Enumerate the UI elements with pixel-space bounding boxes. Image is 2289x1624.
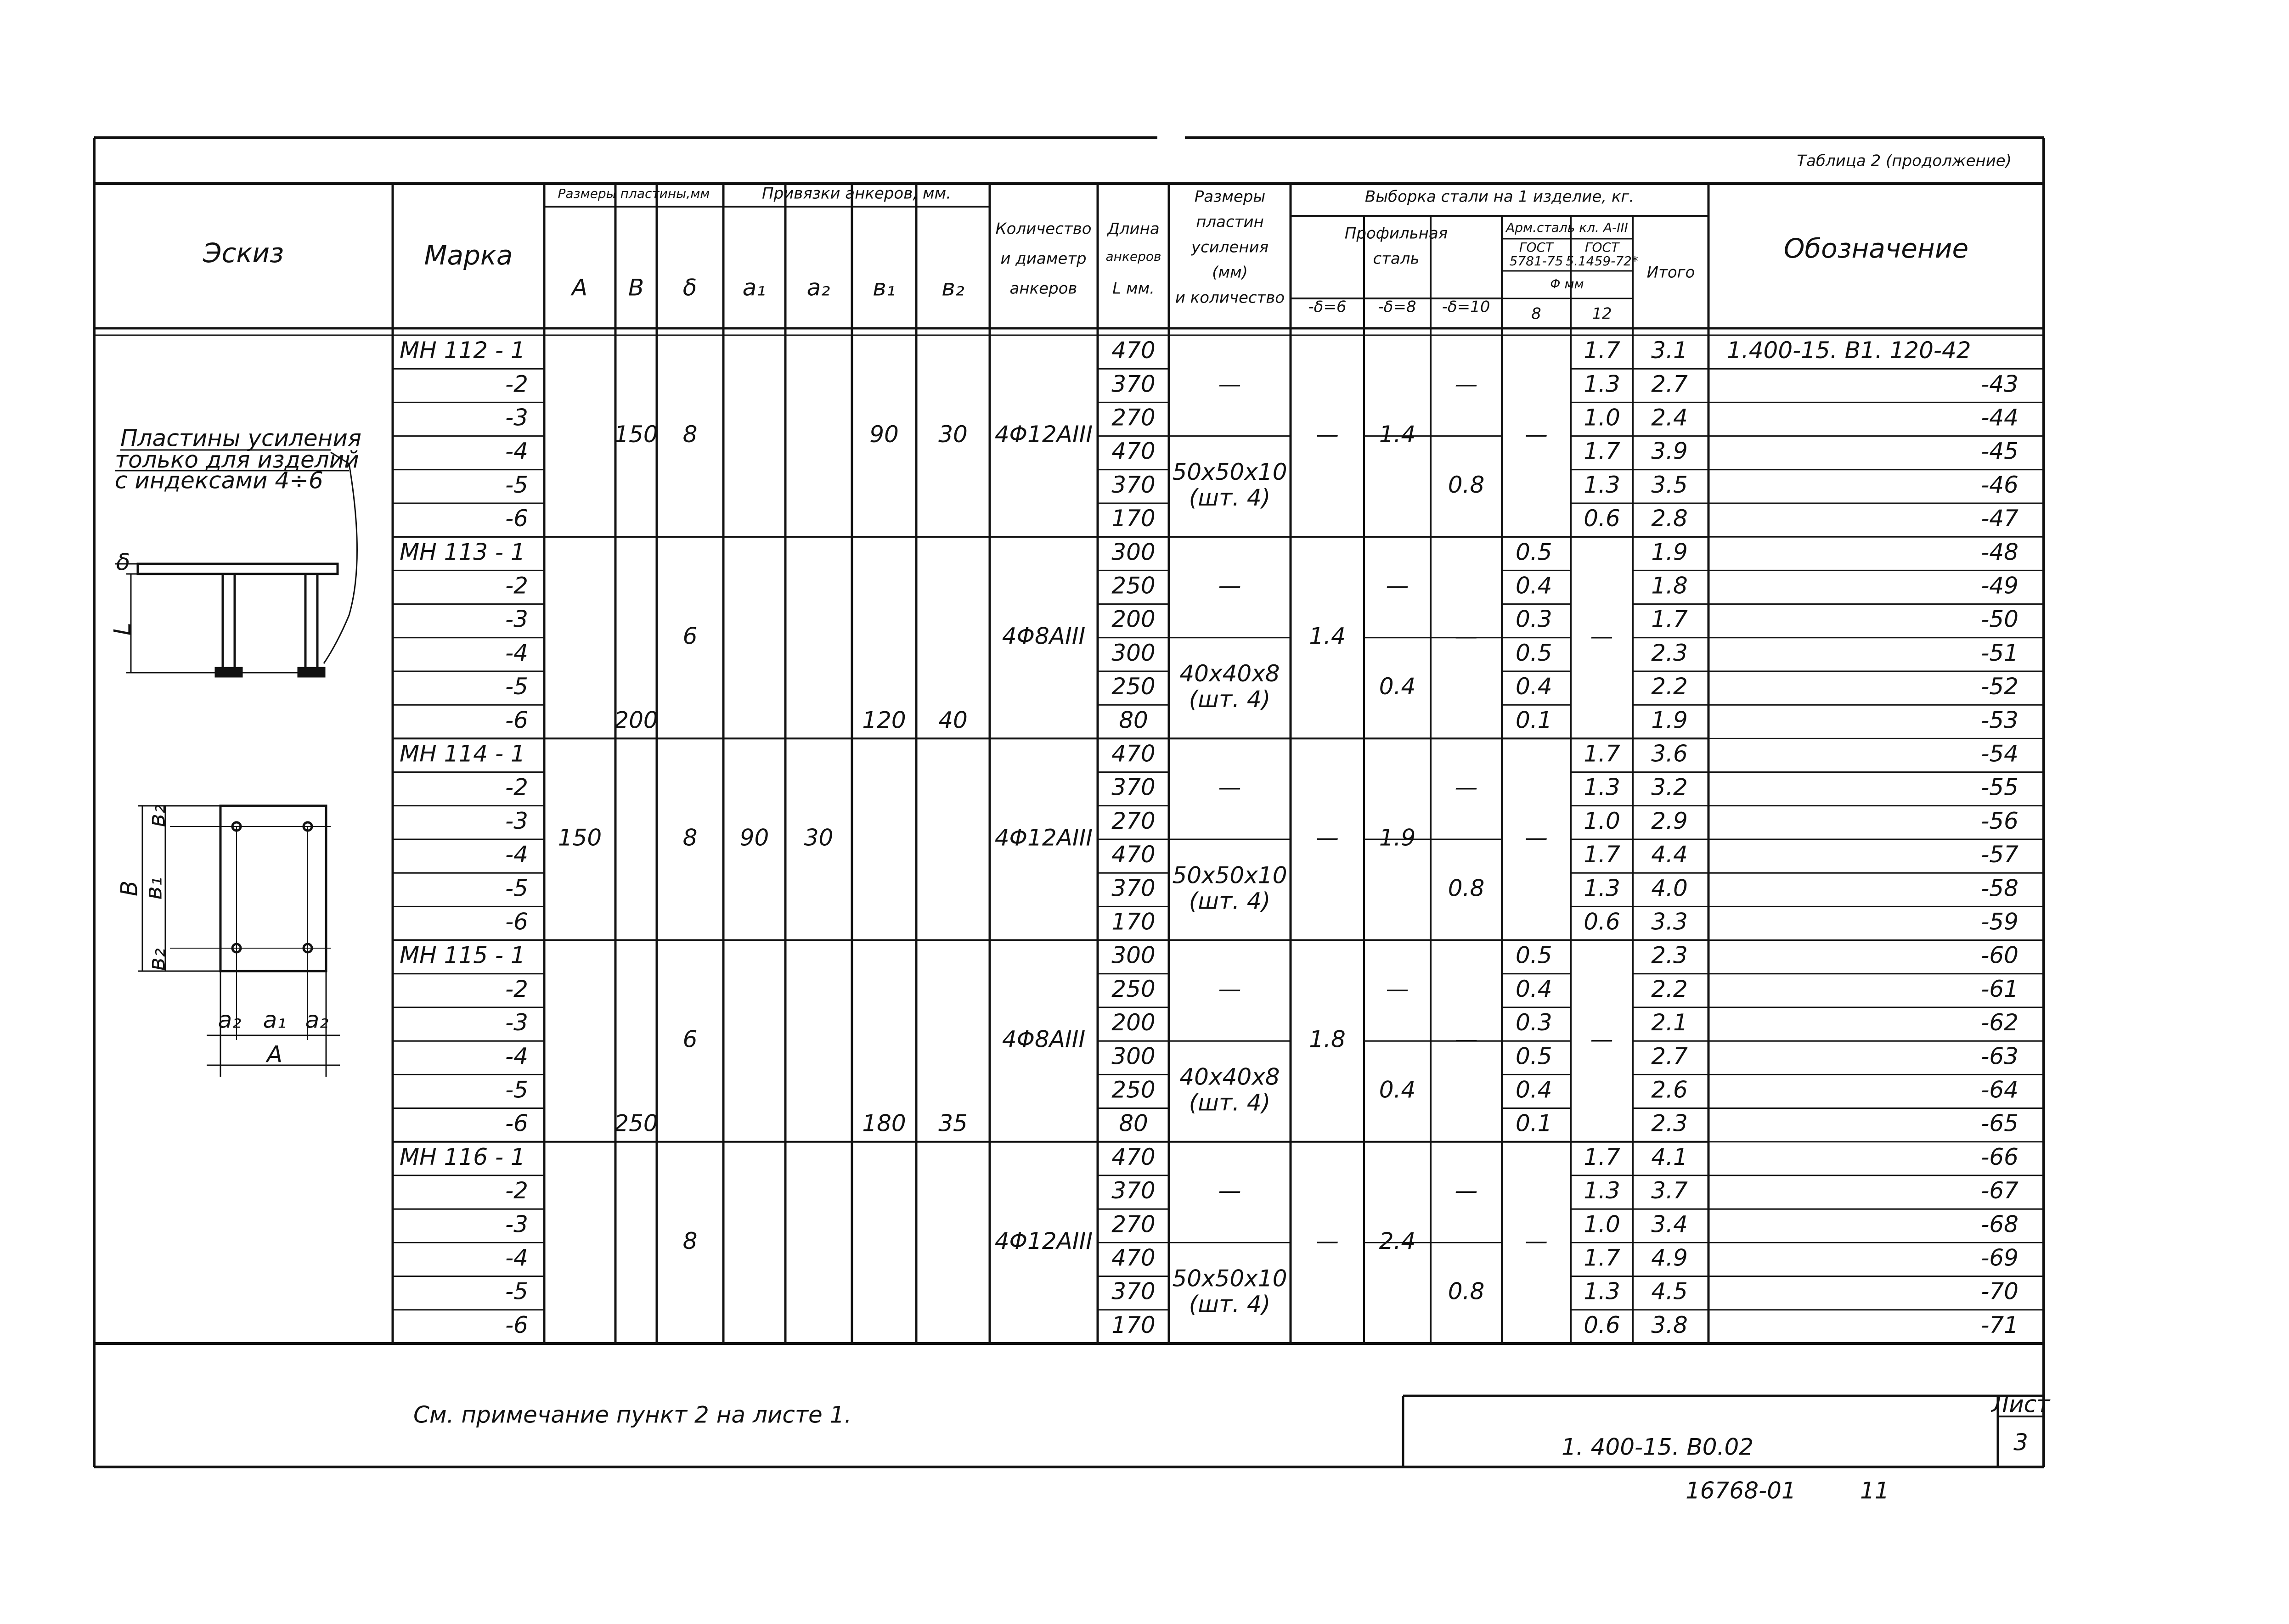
merged-b2: 30 <box>938 421 968 448</box>
header-plate-sizes: Размеры пластины,мм <box>558 186 710 201</box>
designation-cell: -63 <box>1981 1043 2018 1070</box>
d6-cell: 1.8 <box>1309 1026 1346 1053</box>
reinf-size: 50х50х10 <box>1172 458 1287 485</box>
header-mark: Марка <box>424 240 513 271</box>
length-cell: 300 <box>1111 942 1156 969</box>
length-cell: 250 <box>1111 572 1156 599</box>
length-cell: 270 <box>1111 1211 1156 1238</box>
anchor-rod-side-view <box>223 574 235 668</box>
length-cell: 370 <box>1111 774 1156 801</box>
phi12-cell: 0.6 <box>1584 908 1620 935</box>
header-total: Итого <box>1646 263 1695 282</box>
designation-cell: -54 <box>1981 740 2018 767</box>
phi12-dash: — <box>1590 623 1613 650</box>
phi12-cell: 1.7 <box>1584 1143 1620 1170</box>
designation-cell: -62 <box>1981 1009 2018 1036</box>
total-cell: 2.4 <box>1651 404 1688 431</box>
designation-cell: -56 <box>1981 807 2018 834</box>
designation-cell: -50 <box>1981 606 2018 633</box>
merged-qty: 4Φ8AIII <box>1002 1026 1086 1053</box>
header-b2: в₂ <box>942 274 964 301</box>
anchor-pad-side-view <box>299 668 324 676</box>
header-reinf-line: пластин <box>1196 213 1264 231</box>
d10-dash: — <box>1455 623 1478 650</box>
designation-cell: -51 <box>1981 639 2018 666</box>
designation-cell: -43 <box>1981 371 2018 398</box>
mark-cell: МН 116 - 1 <box>400 1143 525 1170</box>
d8-cell: 0.4 <box>1379 673 1416 700</box>
mark-cell: МН 113 - 1 <box>400 539 525 566</box>
designation-cell: -48 <box>1981 539 2018 566</box>
merged-b1: 120 <box>862 707 906 734</box>
mark-cell: МН 114 - 1 <box>400 740 525 767</box>
length-cell: 250 <box>1111 975 1156 1002</box>
total-cell: 1.7 <box>1651 606 1688 633</box>
mark-cell: -6 <box>505 707 528 734</box>
merged-delta: 8 <box>682 1227 698 1254</box>
dim-label-b2: в₂ <box>143 948 170 971</box>
header-delta: δ <box>682 274 697 301</box>
header-reinf-line: (мм) <box>1212 263 1248 282</box>
designation-cell: -46 <box>1981 471 2018 498</box>
reinf-size: 50х50х10 <box>1172 1265 1287 1292</box>
merged-B: 250 <box>614 1110 658 1137</box>
length-cell: 470 <box>1111 1244 1156 1271</box>
length-cell: 470 <box>1111 438 1156 465</box>
phi8-cell: 0.1 <box>1516 1110 1552 1137</box>
phi12-cell: 1.3 <box>1584 1177 1620 1204</box>
mark-cell: -2 <box>505 371 528 398</box>
length-cell: 270 <box>1111 807 1156 834</box>
reinf-dash: — <box>1218 774 1241 801</box>
phi8-cell: 0.4 <box>1516 673 1552 700</box>
d8-cell: 0.4 <box>1379 1076 1416 1103</box>
d8-cell: 2.4 <box>1379 1227 1416 1254</box>
reinf-qty: (шт. 4) <box>1189 686 1271 713</box>
mark-cell: -3 <box>505 606 528 633</box>
total-cell: 4.0 <box>1651 875 1688 902</box>
footer-note: См. примечание пункт 2 на листе 1. <box>413 1401 852 1428</box>
header-phi8: 8 <box>1531 304 1541 323</box>
phi8-cell: 0.3 <box>1516 1009 1552 1036</box>
phi12-cell: 1.3 <box>1584 774 1620 801</box>
reinf-size: 50х50х10 <box>1172 862 1287 889</box>
merged-A: 150 <box>558 824 602 851</box>
designation-cell: -52 <box>1981 673 2018 700</box>
table-caption: Таблица 2 (продолжение) <box>1797 152 2012 170</box>
reinf-dash: — <box>1218 572 1241 599</box>
mark-cell: -5 <box>505 1278 528 1305</box>
d8-dash: — <box>1386 572 1409 599</box>
reinf-qty: (шт. 4) <box>1189 888 1271 915</box>
mark-cell: -6 <box>505 1311 528 1338</box>
phi12-cell: 1.3 <box>1584 371 1620 398</box>
length-cell: 200 <box>1111 606 1156 633</box>
mark-cell: -4 <box>505 841 528 868</box>
length-cell: 170 <box>1111 1311 1156 1338</box>
designation-cell: -59 <box>1981 908 2018 935</box>
length-cell: 300 <box>1111 639 1156 666</box>
header-length-line: L мм. <box>1112 279 1155 298</box>
header-phi: Φ мм <box>1550 276 1584 292</box>
reinf-dash: — <box>1218 371 1241 398</box>
phi8-cell: 0.4 <box>1516 572 1552 599</box>
length-cell: 370 <box>1111 1177 1156 1204</box>
total-cell: 3.5 <box>1651 471 1688 498</box>
mark-cell: -4 <box>505 438 528 465</box>
total-cell: 2.8 <box>1651 505 1688 532</box>
mark-cell: -6 <box>505 1110 528 1137</box>
header-A: А <box>571 274 588 301</box>
designation-cell: -64 <box>1981 1076 2018 1103</box>
d6-cell: — <box>1316 824 1339 851</box>
dim-label-a2: a₂ <box>305 1006 329 1034</box>
header-b1: в₁ <box>873 274 896 301</box>
sheet-number: 3 <box>2013 1429 2028 1456</box>
reinf-qty: (шт. 4) <box>1189 1089 1271 1116</box>
length-cell: 80 <box>1119 707 1148 734</box>
dim-label-B: В <box>116 880 143 897</box>
header-length-line: анкеров <box>1105 249 1161 264</box>
length-cell: 200 <box>1111 1009 1156 1036</box>
designation-cell: -45 <box>1981 438 2018 465</box>
designation-cell: -61 <box>1981 975 2018 1002</box>
length-cell: 370 <box>1111 471 1156 498</box>
archive-stamp: 11 <box>1860 1477 1889 1504</box>
designation-cell: 1.400-15. В1. 120-42 <box>1727 337 1971 364</box>
header-d6: -δ=6 <box>1308 298 1347 316</box>
mark-cell: -4 <box>505 1244 528 1271</box>
reinf-qty: (шт. 4) <box>1189 484 1271 511</box>
total-cell: 2.7 <box>1651 1043 1688 1070</box>
merged-b2: 40 <box>938 707 968 734</box>
header-anchor-bindings: Привязки анкеров, мм. <box>762 184 951 203</box>
reinf-dash: — <box>1218 1177 1241 1204</box>
mark-cell: -2 <box>505 774 528 801</box>
length-cell: 370 <box>1111 875 1156 902</box>
mark-cell: -3 <box>505 404 528 431</box>
total-cell: 1.9 <box>1651 539 1688 566</box>
merged-a1: 90 <box>739 824 769 851</box>
reinf-qty: (шт. 4) <box>1189 1291 1271 1318</box>
total-cell: 4.1 <box>1651 1143 1688 1170</box>
mark-cell: -6 <box>505 505 528 532</box>
phi12-cell: 1.7 <box>1584 841 1620 868</box>
total-cell: 2.1 <box>1651 1009 1688 1036</box>
merged-delta: 8 <box>682 824 698 851</box>
merged-qty: 4Φ12AIII <box>994 824 1093 851</box>
merged-delta: 8 <box>682 421 698 448</box>
length-cell: 370 <box>1111 371 1156 398</box>
phi8-cell: 0.3 <box>1516 606 1552 633</box>
length-cell: 370 <box>1111 1278 1156 1305</box>
designation-cell: -65 <box>1981 1110 2018 1137</box>
dim-label-b2: в₂ <box>143 804 170 827</box>
designation-cell: -60 <box>1981 942 2018 969</box>
designation-cell: -66 <box>1981 1143 2018 1170</box>
reinf-size: 40х40х8 <box>1179 660 1280 687</box>
merged-qty: 4Φ12AIII <box>994 421 1093 448</box>
mark-cell: -5 <box>505 1076 528 1103</box>
merged-qty: 4Φ12AIII <box>994 1227 1093 1254</box>
designation-cell: -53 <box>1981 707 2018 734</box>
phi8-dash: — <box>1525 421 1548 448</box>
phi8-cell: 0.5 <box>1516 942 1552 969</box>
total-cell: 2.7 <box>1651 371 1688 398</box>
designation-cell: -68 <box>1981 1211 2018 1238</box>
merged-a2: 30 <box>804 824 834 851</box>
header-a1: a₁ <box>742 274 766 301</box>
phi12-cell: 1.0 <box>1584 1211 1620 1238</box>
d10-dash: — <box>1455 774 1478 801</box>
header-reinf-line: и количество <box>1175 288 1285 307</box>
dim-label-a1: a₁ <box>263 1006 287 1034</box>
dim-label-delta: δ <box>116 549 130 576</box>
sketch-note-line: только для изделий <box>115 446 359 473</box>
total-cell: 3.1 <box>1651 337 1688 364</box>
total-cell: 3.2 <box>1651 774 1688 801</box>
archive-stamp: 16768-01 <box>1686 1477 1796 1504</box>
mark-cell: -4 <box>505 1043 528 1070</box>
header-steel-selection: Выборка стали на 1 изделие, кг. <box>1364 187 1635 206</box>
phi8-cell: 0.4 <box>1516 1076 1552 1103</box>
sheet-label: Лист <box>1991 1391 2050 1418</box>
designation-cell: -57 <box>1981 841 2018 868</box>
dim-label-b1: в₁ <box>140 877 167 900</box>
designation-cell: -69 <box>1981 1244 2018 1271</box>
total-cell: 4.9 <box>1651 1244 1688 1271</box>
phi8-cell: 0.4 <box>1516 975 1552 1002</box>
total-cell: 2.3 <box>1651 942 1688 969</box>
mark-cell: -2 <box>505 572 528 599</box>
phi12-dash: — <box>1590 1026 1613 1053</box>
header-d8: -δ=8 <box>1378 298 1416 316</box>
header-gost: ГОСТ <box>1519 240 1554 255</box>
anchor-rod-side-view <box>305 574 317 668</box>
merged-B: 150 <box>614 421 658 448</box>
sketch-note-line: с индексами 4÷6 <box>115 467 323 494</box>
total-cell: 3.3 <box>1651 908 1688 935</box>
phi12-cell: 1.3 <box>1584 875 1620 902</box>
d8-cell: 1.4 <box>1379 421 1416 448</box>
total-cell: 3.8 <box>1651 1311 1688 1338</box>
plate-side-view <box>138 564 338 574</box>
length-cell: 80 <box>1119 1110 1148 1137</box>
length-cell: 250 <box>1111 1076 1156 1103</box>
mark-cell: МН 115 - 1 <box>400 942 525 969</box>
total-cell: 3.4 <box>1651 1211 1688 1238</box>
mark-cell: -3 <box>505 1009 528 1036</box>
phi12-cell: 1.7 <box>1584 438 1620 465</box>
header-designation: Обозначение <box>1783 233 1969 264</box>
merged-B: 200 <box>614 707 658 734</box>
d10-dash: — <box>1455 1026 1478 1053</box>
d6-cell: — <box>1316 1227 1339 1254</box>
phi12-cell: 1.3 <box>1584 1278 1620 1305</box>
phi8-cell: 0.5 <box>1516 1043 1552 1070</box>
phi12-cell: 1.7 <box>1584 740 1620 767</box>
length-cell: 170 <box>1111 505 1156 532</box>
total-cell: 3.7 <box>1651 1177 1688 1204</box>
header-reinf-line: Размеры <box>1194 187 1266 206</box>
d10-dash: — <box>1455 371 1478 398</box>
merged-b1: 180 <box>862 1110 906 1137</box>
mark-cell: -2 <box>505 1177 528 1204</box>
phi8-cell: 0.5 <box>1516 639 1552 666</box>
mark-cell: -4 <box>505 639 528 666</box>
designation-cell: -71 <box>1981 1311 2018 1338</box>
header-a2: a₂ <box>806 274 830 301</box>
phi12-cell: 1.7 <box>1584 1244 1620 1271</box>
phi8-dash: — <box>1525 824 1548 851</box>
mark-cell: -6 <box>505 908 528 935</box>
length-cell: 270 <box>1111 404 1156 431</box>
mark-cell: -3 <box>505 1211 528 1238</box>
length-cell: 470 <box>1111 1143 1156 1170</box>
dim-label-A: А <box>266 1041 283 1068</box>
designation-cell: -47 <box>1981 505 2018 532</box>
designation-cell: -67 <box>1981 1177 2018 1204</box>
d6-cell: — <box>1316 421 1339 448</box>
phi8-cell: 0.5 <box>1516 539 1552 566</box>
total-cell: 2.9 <box>1651 807 1688 834</box>
mark-cell: МН 112 - 1 <box>400 337 525 364</box>
header-B: В <box>628 274 644 301</box>
sketch-note-line: Пластины усиления <box>120 425 361 452</box>
header-qty-line: анкеров <box>1009 279 1077 298</box>
header-gost: ГОСТ <box>1584 240 1619 255</box>
phi12-cell: 0.6 <box>1584 1311 1620 1338</box>
header-profile: сталь <box>1373 249 1420 268</box>
mark-cell: -3 <box>505 807 528 834</box>
mark-cell: -5 <box>505 673 528 700</box>
total-cell: 2.3 <box>1651 1110 1688 1137</box>
header-length-line: Длина <box>1107 219 1160 238</box>
total-cell: 2.2 <box>1651 975 1688 1002</box>
reinf-dash: — <box>1218 975 1241 1002</box>
header-rebar: Арм.сталь кл. А-III <box>1506 220 1628 235</box>
total-cell: 2.6 <box>1651 1076 1688 1103</box>
phi12-cell: 1.0 <box>1584 404 1620 431</box>
merged-b1: 90 <box>869 421 899 448</box>
header-d10: -δ=10 <box>1442 298 1490 316</box>
header-qty-line: Количество <box>995 219 1092 238</box>
header-profile: Профильная <box>1344 224 1448 243</box>
total-cell: 3.9 <box>1651 438 1688 465</box>
phi12-cell: 1.0 <box>1584 807 1620 834</box>
mark-cell: -5 <box>505 471 528 498</box>
total-cell: 2.3 <box>1651 639 1688 666</box>
length-cell: 250 <box>1111 673 1156 700</box>
designation-cell: -70 <box>1981 1278 2018 1305</box>
phi12-cell: 1.7 <box>1584 337 1620 364</box>
length-cell: 300 <box>1111 539 1156 566</box>
phi12-cell: 1.3 <box>1584 471 1620 498</box>
total-cell: 3.6 <box>1651 740 1688 767</box>
phi8-dash: — <box>1525 1227 1548 1254</box>
total-cell: 2.2 <box>1651 673 1688 700</box>
length-cell: 470 <box>1111 841 1156 868</box>
total-cell: 1.9 <box>1651 707 1688 734</box>
header-qty-line: и диаметр <box>1000 249 1087 268</box>
designation-cell: -49 <box>1981 572 2018 599</box>
dim-label-a2: a₂ <box>218 1006 242 1034</box>
mark-cell: -2 <box>505 975 528 1002</box>
d10-cell: 0.8 <box>1448 1278 1485 1305</box>
d10-dash: — <box>1455 1177 1478 1204</box>
designation-cell: -58 <box>1981 875 2018 902</box>
designation-cell: -55 <box>1981 774 2018 801</box>
mark-cell: -5 <box>505 875 528 902</box>
dim-label-L: L <box>109 623 136 635</box>
length-cell: 300 <box>1111 1043 1156 1070</box>
d6-cell: 1.4 <box>1309 623 1346 650</box>
length-cell: 170 <box>1111 908 1156 935</box>
header-phi12: 12 <box>1592 304 1612 323</box>
total-cell: 4.4 <box>1651 841 1688 868</box>
header-sketch: Эскиз <box>203 237 284 269</box>
header-gost: 5.1459-72* <box>1566 253 1638 269</box>
length-cell: 470 <box>1111 337 1156 364</box>
document-code: 1. 400-15. В0.02 <box>1562 1433 1754 1461</box>
d10-cell: 0.8 <box>1448 875 1485 902</box>
designation-cell: -44 <box>1981 404 2018 431</box>
total-cell: 1.8 <box>1651 572 1688 599</box>
header-gost: 5781-75 <box>1509 253 1563 269</box>
phi8-cell: 0.1 <box>1516 707 1552 734</box>
reinf-size: 40х40х8 <box>1179 1063 1280 1090</box>
d10-cell: 0.8 <box>1448 471 1485 498</box>
merged-delta: 6 <box>682 1026 698 1053</box>
phi12-cell: 0.6 <box>1584 505 1620 532</box>
d8-cell: 1.9 <box>1379 824 1416 851</box>
merged-delta: 6 <box>682 623 698 650</box>
merged-qty: 4Φ8AIII <box>1002 623 1086 650</box>
total-cell: 4.5 <box>1651 1278 1688 1305</box>
d8-dash: — <box>1386 975 1409 1002</box>
header-reinf-line: усиления <box>1191 238 1269 257</box>
merged-b2: 35 <box>938 1110 968 1137</box>
length-cell: 470 <box>1111 740 1156 767</box>
